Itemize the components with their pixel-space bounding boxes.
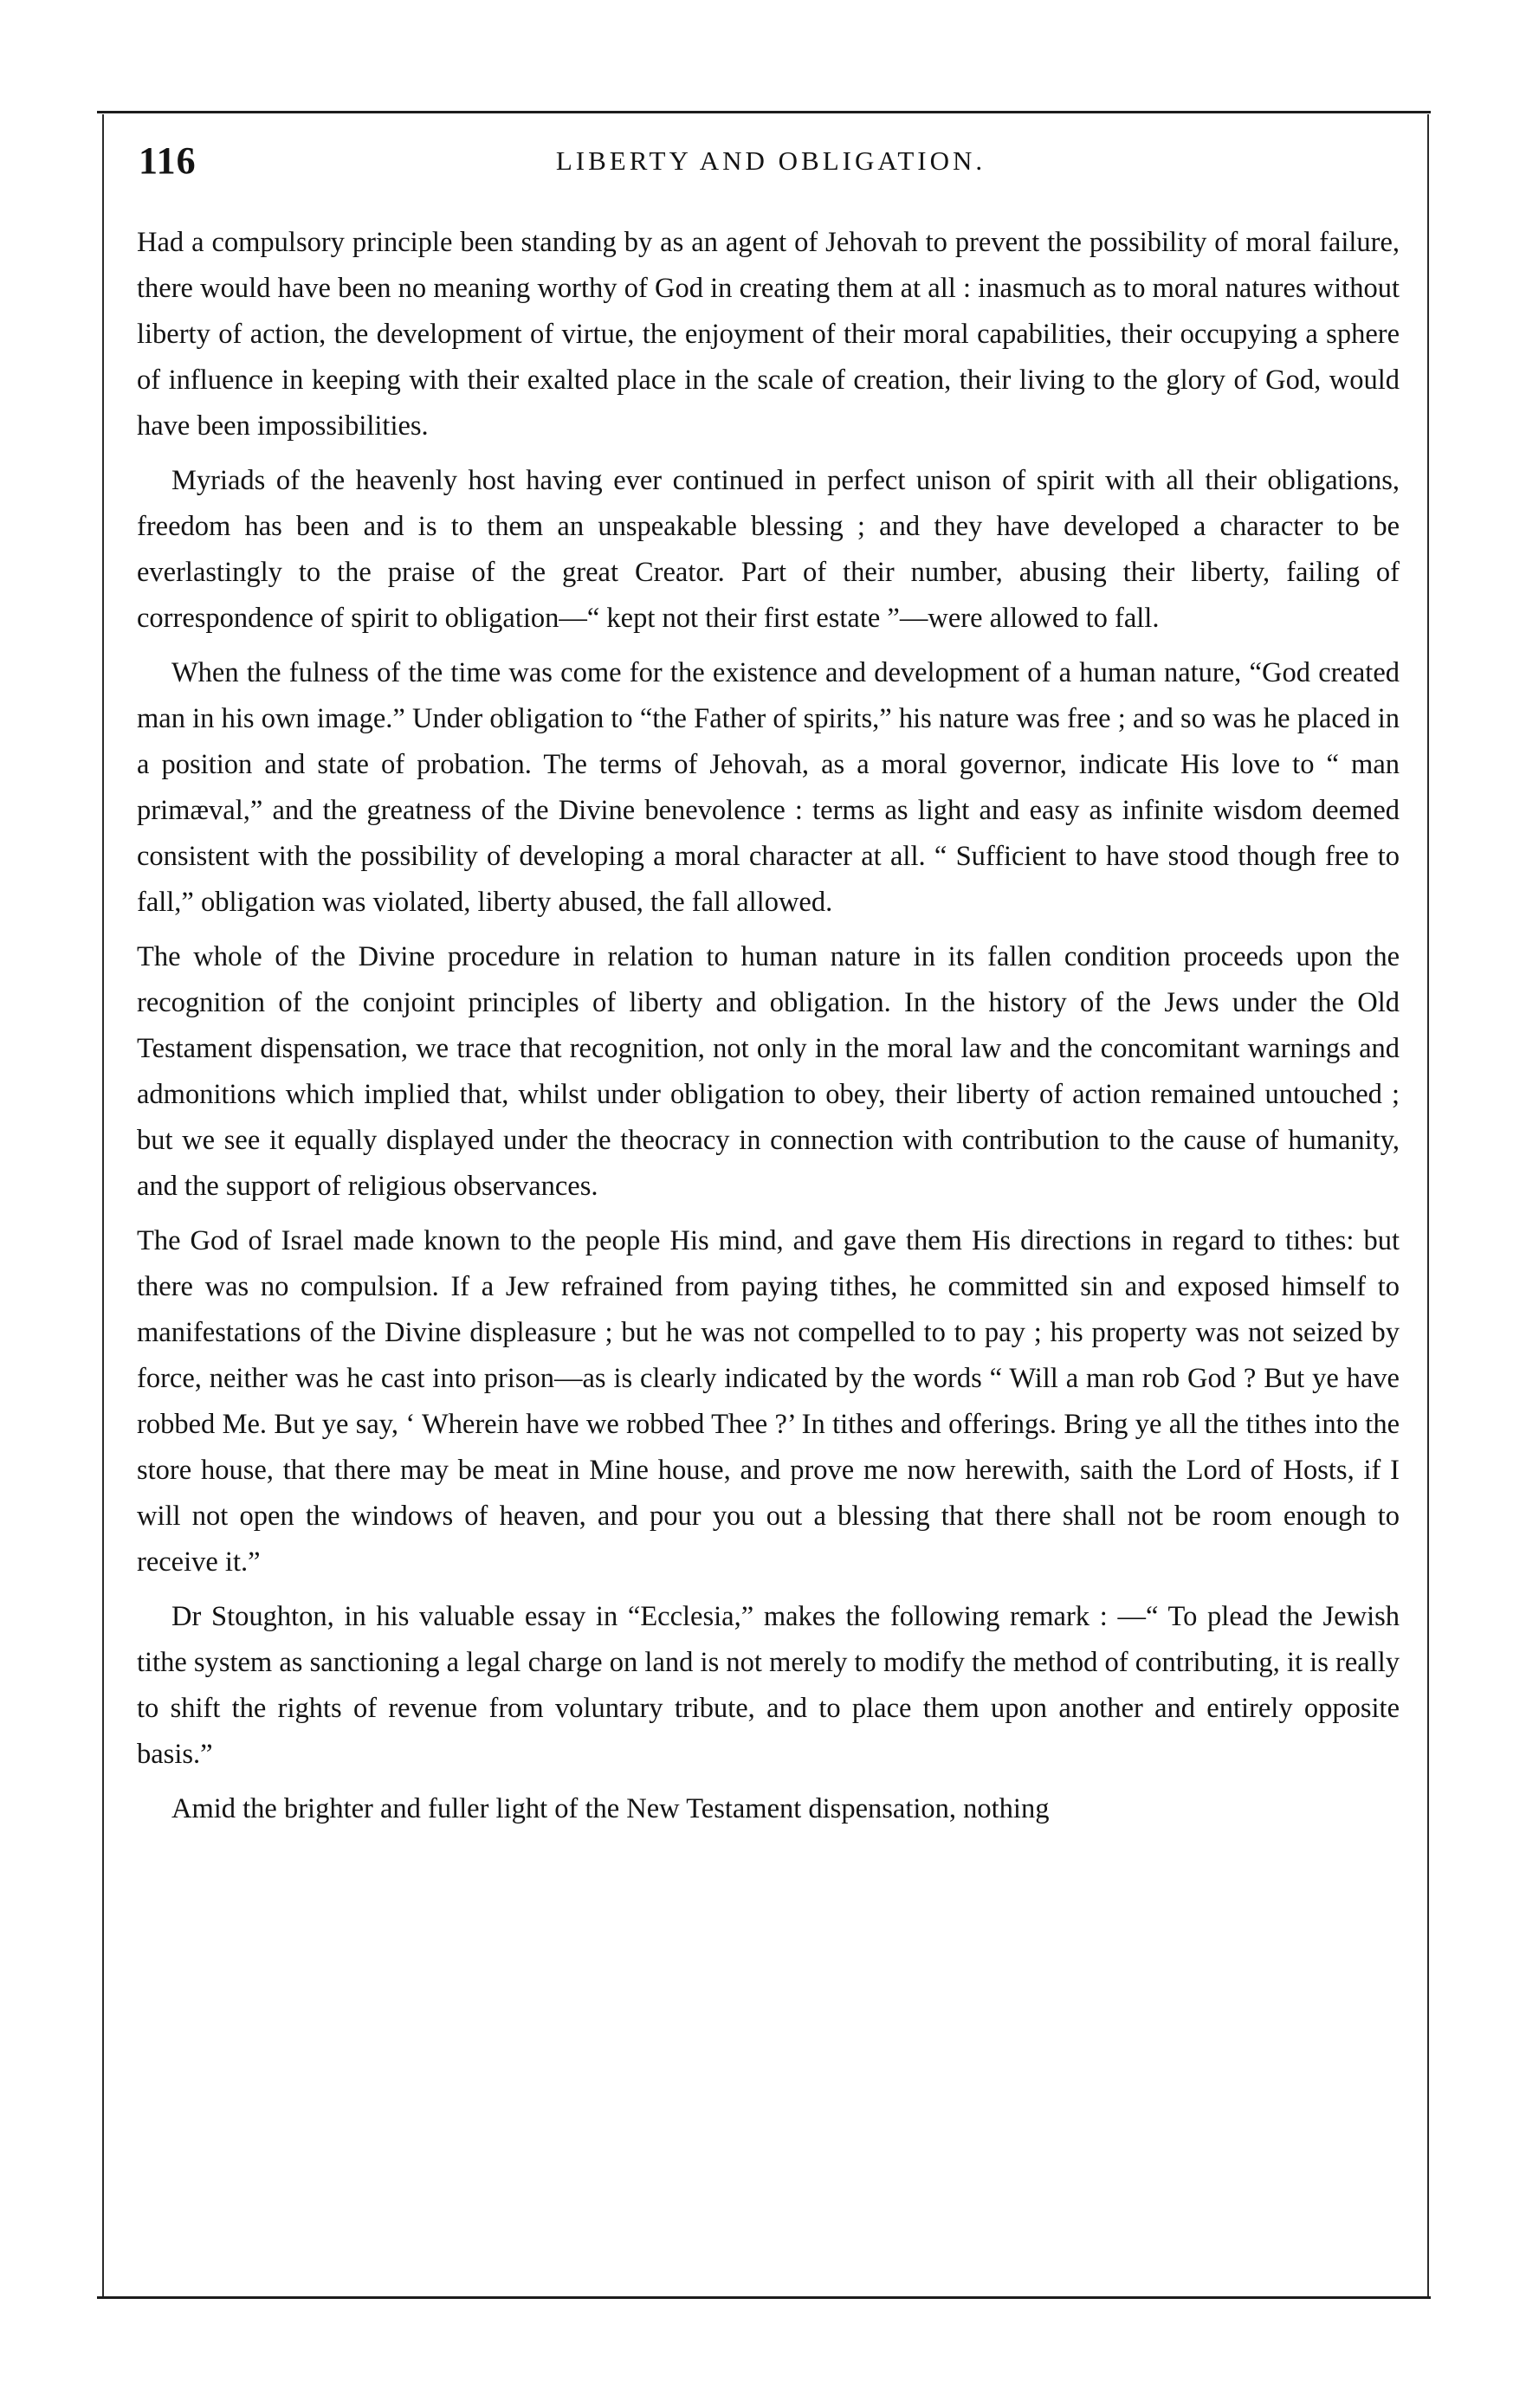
page-number: 116: [139, 139, 197, 182]
right-border-rule: [1427, 114, 1429, 2296]
paragraph-6: Dr Stoughton, in his valuable essay in “Ecclesia,” makes the following remark : —“ To plead the Jewish tithe system as sanctioning a legal charge on land is not merely to modify the method of contributing, it is really to shift the rights of revenue from voluntary tribute, and to place them upon another and entirely opposite basis.”: [137, 1601, 1400, 1770]
paragraph-1: Had a compulsory principle been standing by as an agent of Jehovah to prevent the possibility of moral failure, there would have been no meaning worthy of God in creating them at all : inasmuch as to moral natures without liberty of action, the development of virtue, the enjoyment of their moral capabilities, their occupying a sphere of influence in keeping with their exalted place in the scale of creation, their living to the glory of God, would have been impossibilities.: [137, 227, 1400, 442]
paragraph-4: The whole of the Divine procedure in relation to human nature in its fallen condition proceeds upon the recognition of the conjoint principles of liberty and obligation. In the history of the Jews under the Old Testament dispensation, we trace that recognition, not only in the moral law and the concomitant warnings and admonitions which implied that, whilst under obligation to obey, their liberty of action remained untouched ; but we see it equally displayed under the theocracy in connection with contribution to the cause of humanity, and the support of religious observances.: [137, 941, 1400, 1202]
running-title: LIBERTY AND OBLIGATION.: [555, 145, 986, 176]
left-border-rule: [102, 114, 104, 2296]
paragraph-7: Amid the brighter and fuller light of the New Testament dispensation, nothing: [171, 1793, 1050, 1824]
paragraph-2: Myriads of the heavenly host having ever continued in perfect unison of spirit with all their obligations, freedom has been and is to them an unspeakable blessing ; and they have developed a character to be everlastingly to the praise of the great Creator. Part of their number, abusing their liberty, failing of correspondence of spirit to obligation—“ kept not their first estate ”—were allowed to fall.: [137, 465, 1400, 634]
paragraph-5: The God of Israel made known to the people His mind, and gave them His directions in regard to tithes: but there was no compulsion. If a Jew refrained from paying tithes, he committed sin and exposed himself to manifestations of the Divine displeasure ; but he was not compelled to to pay ; his property was not seized by force, neither was he cast into prison—as is clearly indicated by the words “ Will a man rob God ? But ye have robbed Me. But ye say, ‘ Wherein have we robbed Thee ?’ In tithes and offerings. Bring ye all the tithes into the store house, that there may be meat in Mine house, and prove me now herewith, saith the Lord of Hosts, if I will not open the windows of heaven, and pour you out a blessing that there shall not be room enough to receive it.”: [137, 1225, 1400, 1578]
body-text: [137, 220, 1400, 1832]
page-header: [139, 139, 1403, 190]
top-border-rule: [97, 111, 1431, 113]
paragraph-3: When the fulness of the time was come for the existence and development of a human nature, “God created man in his own image.” Under obligation to “the Father of spirits,” his nature was free ; and so was he placed in a position and state of probation. The terms of Jehovah, as a moral governor, indicate His love to “ man primæval,” and the greatness of the Divine benevolence : terms as light and easy as infinite wisdom deemed consistent with the possibility of developing a moral character at all. “ Sufficient to have stood though free to fall,” obligation was violated, liberty abused, the fall allowed.: [137, 657, 1400, 918]
bottom-border-rule: [97, 2296, 1431, 2299]
